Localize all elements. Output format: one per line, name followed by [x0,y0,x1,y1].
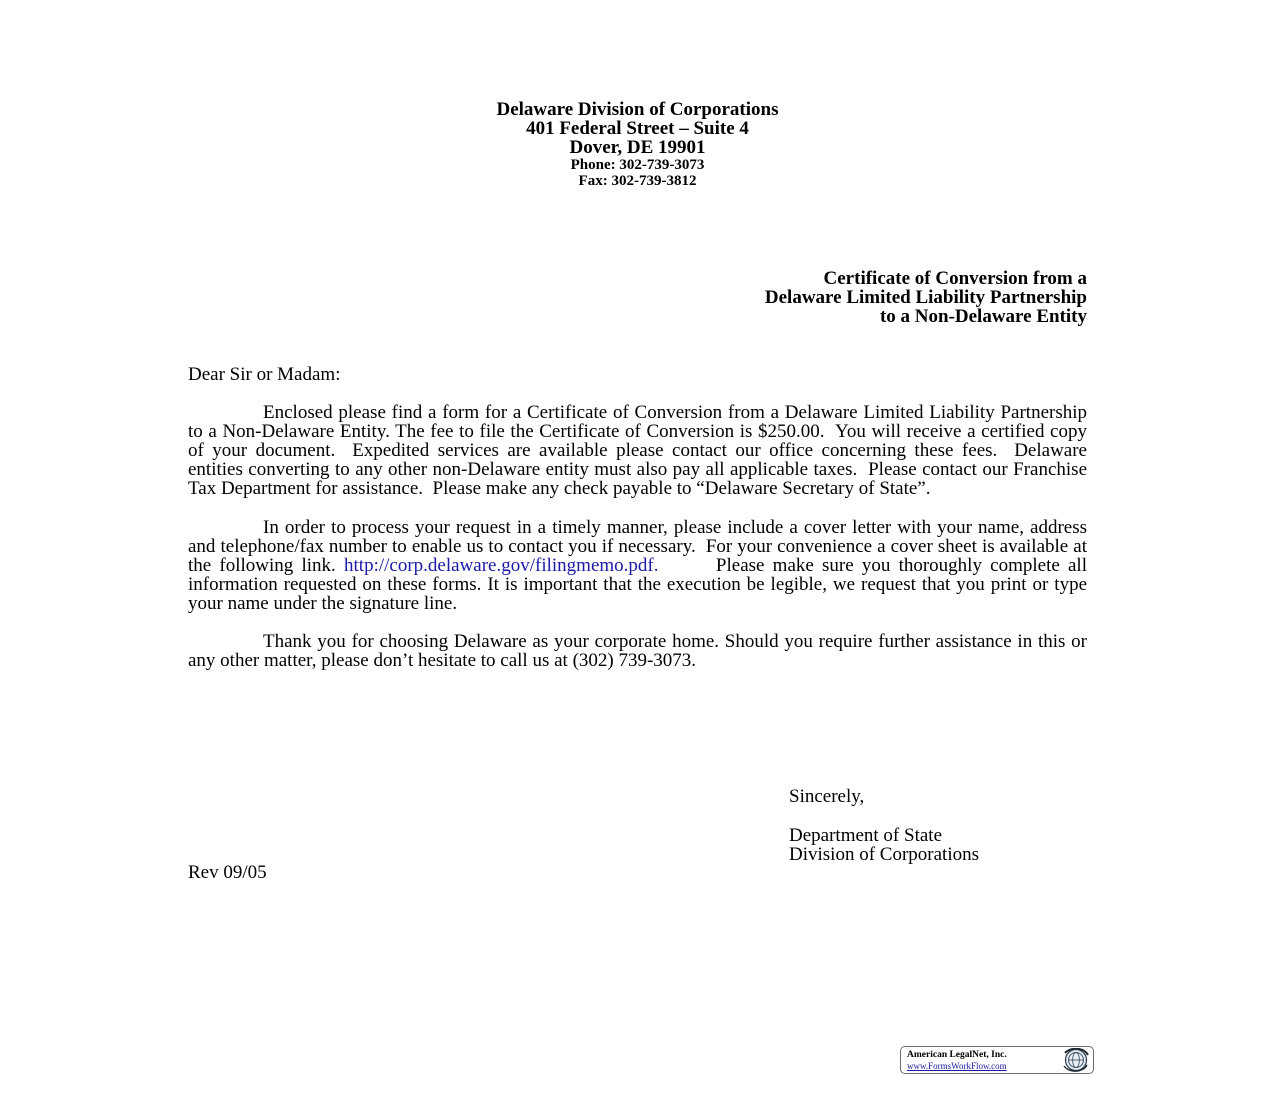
title-line-2: Delaware Limited Liability Partnership [764,287,1087,308]
letterhead-street: 401 Federal Street – Suite 4 [526,118,749,139]
vendor-badge[interactable] [900,1046,1094,1074]
letterhead-city: Dover, DE 19901 [569,137,706,158]
title-line-3: to a Non-Delaware Entity [879,306,1087,327]
paragraph-cover-letter-outro: Please make sure you thoroughly complete all information requested on these forms. It is important that the execution be legible, we request that you print or type your name under the signature line. [188,554,1087,614]
paragraph-thanks: Thank you for choosing Delaware as your corporate home. Should you require further assistance in this or any other matter, please don’t hesitate to call us at (302) 739-3073. [188,631,1087,672]
paragraph-fee-info: Enclosed please find a form for a Certificate of Conversion from a Delaware Limited Liability Partnership to a Non-Delaware Entity. The fee to file the Certificate of Conversion is $250.00. You will receive a certified copy of your document. Expedited services are available please contact our office concerning these fees. Delaware entities converting to any other non-Delaware entity must also pay all applicable taxes. Please contact our Franchise Tax Department for assistance. Please make any check payable to “Delaware Secretary of State”. [188,402,1087,500]
letterhead [0,100,1275,189]
vendor-url-link[interactable]: www.FormsWorkFlow.com [907,1061,1007,1071]
paragraph-cover-letter [188,518,1087,613]
letterhead-phone: Phone: 302-739-3073 [570,157,705,173]
letterhead-fax: Fax: 302-739-3812 [578,173,697,189]
signature-division: Division of Corporations [789,844,979,865]
closing-block [789,787,979,865]
letter-body [188,365,1087,689]
document-title [487,269,1087,326]
closing-spacer [789,807,979,826]
revision-label: Rev 09/05 [188,862,267,883]
signature-department: Department of State [789,824,943,846]
globe-logo-icon [1056,1048,1090,1072]
letterhead-org: Delaware Division of Corporations [496,99,779,120]
paragraph-cover-letter-intro: In order to process your request in a timely manner, please include a cover letter with your name, address and telephone/fax number to enable us to contact you if necessary. For your convenience a cover sheet is available at the following link. [188,516,1087,576]
salutation: Dear Sir or Madam: [188,364,341,385]
vendor-name: American LegalNet, Inc. [907,1050,1007,1060]
valediction: Sincerely, [789,786,865,807]
title-line-1: Certificate of Conversion from a [823,268,1087,289]
filing-memo-link[interactable]: http://corp.delaware.gov/filingmemo.pdf. [344,554,659,576]
